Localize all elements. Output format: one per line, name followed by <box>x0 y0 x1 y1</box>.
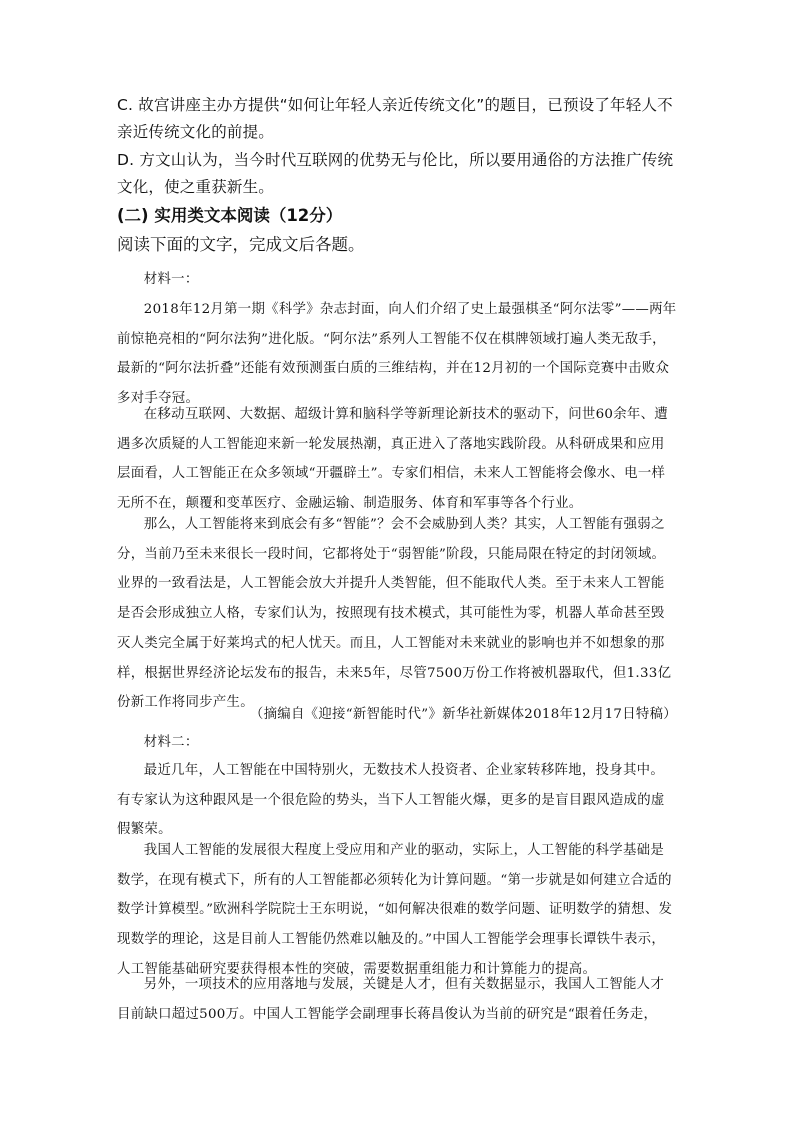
material1-paragraph-2: 在移动互联网、大数据、超级计算和脑科学等新理论新技术的驱动下，问世60余年、遭遇多次质疑的人工智能迎来新一轮发展热潮，真正进入了落地实践阶段。从科研成果和应用层面看，人工智能正在众多领域“开疆辟土”。专家们相信，未来人工智能将会像水、电一样无所不在，颠覆和变革医疗、金融运输、制造服务、体育和军事等各个行业。 <box>117 407 668 512</box>
material2-paragraph-1: 最近几年，人工智能在中国特别火，无数技术人投资者、企业家转移阵地，投身其中。有专家认为这种跟风是一个很危险的势头，当下人工智能火爆，更多的是盲目跟风造成的虚假繁荣。 <box>117 763 665 838</box>
material1-paragraph-3: 那么，人工智能将来到底会有多“智能”？会不会威胁到人类？其实，人工智能有强弱之分，当前乃至未来很长一段时间，它都将处于“弱智能”阶段，只能局限在特定的封闭领域。业界的一致看法是，人工智能会放大并提升人类智能，但不能取代人类。至于未来人工智能是否会形成独立人格，专家们认为，按照现有技术模式，其可能性为零，机器人革命甚至毁灭人类完全属于好莱坞式的杞人忧天。而且，人工智能对未来就业的影响也并不如想象的那样，根据世界经济论坛发布的报告，未来5年，尽管7500万份工作将被机器取代，但1.33亿份新工作将同步产生。 <box>117 517 672 711</box>
material2-label: 材料二： <box>143 735 199 750</box>
material2-paragraph-3: 另外，一项技术的应用落地与发展，关键是人才，但有关数据显示，我国人工智能人才目前缺口超过500万。中国人工智能学会副理事长蒋昌俊认为当前的研究是“跟着任务走， <box>117 977 665 1022</box>
option-c: C. 故宫讲座主办方提供“如何让年轻人亲近传统文化”的题目，已预设了年轻人不亲近传统文化的前提。 <box>117 96 673 141</box>
section-title: (二) 实用类文本阅读（12分） <box>117 206 343 225</box>
instruction: 阅读下面的文字，完成文后各题。 <box>117 235 365 254</box>
material1-source: （摘编自《迎接“新智能时代”》新华社新媒体2018年12月17日特稿） <box>249 707 677 722</box>
material1-paragraph-1: 2018年12月第一期《科学》杂志封面，向人们介绍了史上最强棋圣“阿尔法零”——两年前惊艳亮相的“阿尔法狗”进化版。“阿尔法”系列人工智能不仅在棋牌领域打遍人类无敌手，最新的“阿尔法折叠”还能有效预测蛋白质的三维结构，并在12月初的一个国际竞赛中击败众多对手夺冠。 <box>117 302 677 407</box>
option-d: D. 方文山认为，当今时代互联网的优势无与伦比，所以要用通俗的方法推广传统文化，使之重获新生。 <box>117 151 674 196</box>
material1-label: 材料一： <box>143 272 199 287</box>
material2-paragraph-2: 我国人工智能的发展很大程度上受应用和产业的驱动，实际上，人工智能的科学基础是数学，在现有模式下，所有的人工智能都必须转化为计算问题。“第一步就是如何建立合适的数学计算模型。”欧洲科学院院士王东明说，“如何解决很难的数学问题、证明数学的猜想、发现数学的理论，这是目前人工智能仍然难以触及的。”中国人工智能学会理事长谭铁牛表示，人工智能基础研究要获得根本性的突破，需要数据重组能力和计算能力的提高。 <box>117 843 673 977</box>
